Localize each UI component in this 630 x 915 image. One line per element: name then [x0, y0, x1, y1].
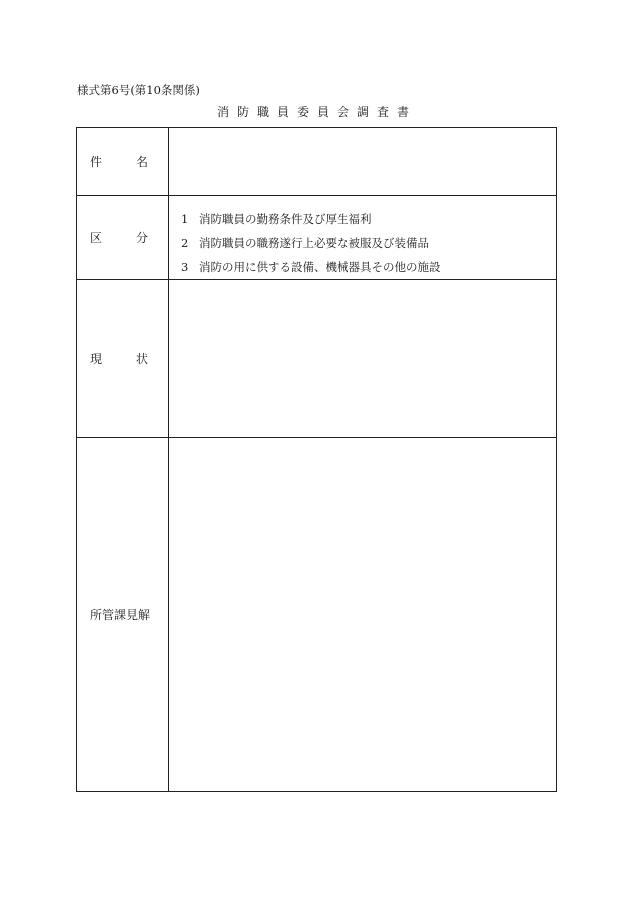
label-category [77, 196, 169, 279]
label-status-char-2: 状 [135, 352, 148, 366]
category-item-number: 3 [181, 260, 189, 274]
document-title: 消防職員委員会調査書 [216, 105, 417, 119]
category-item-text: 消防の用に供する設備、機械器具その他の施設 [199, 260, 441, 274]
label-status-char-1: 現 [90, 352, 103, 366]
category-list [169, 196, 556, 279]
form-number: 様式第6号(第10条関係) [77, 83, 200, 97]
department-opinion-value-cell [169, 438, 556, 791]
row-department-opinion [77, 437, 556, 791]
subject-value-cell [169, 128, 556, 195]
category-item [181, 231, 556, 255]
label-category-char-2: 分 [135, 231, 148, 245]
label-category-char-1: 区 [90, 231, 103, 245]
category-item [181, 207, 556, 231]
category-value-cell [169, 196, 556, 279]
label-department-opinion [77, 438, 169, 791]
category-item-text: 消防職員の職務遂行上必要な被服及び装備品 [199, 236, 429, 250]
label-department-opinion-text: 所管課見解 [90, 608, 151, 622]
category-item-number: 2 [181, 236, 189, 250]
label-subject [77, 128, 169, 195]
category-item [181, 255, 556, 279]
row-status [77, 279, 556, 437]
category-item-text: 消防職員の勤務条件及び厚生福利 [199, 212, 372, 226]
category-item-number: 1 [181, 212, 189, 226]
row-subject [77, 128, 556, 195]
survey-form-table [76, 127, 557, 792]
row-category [77, 195, 556, 279]
status-value-cell [169, 280, 556, 437]
label-subject-char-2: 名 [135, 155, 148, 169]
label-subject-char-1: 件 [90, 155, 103, 169]
label-status [77, 280, 169, 437]
